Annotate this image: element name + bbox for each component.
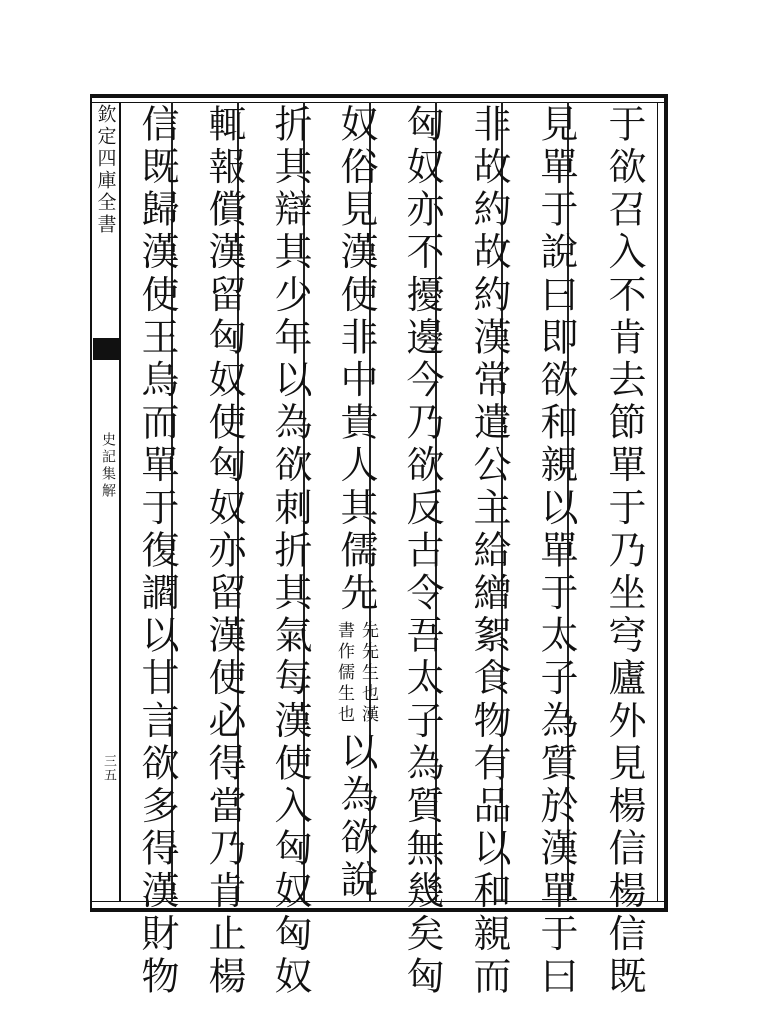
commentary-note <box>334 621 378 726</box>
column-text: 輒報償漢留匈奴使匈奴亦留漢使必得當乃肯止楊 <box>202 104 246 999</box>
commentary-note-left: 書作儒生也 <box>334 621 354 727</box>
text-column-2 <box>530 104 582 999</box>
frame-border-right <box>664 94 668 912</box>
column-text: 于欲召入不肯去節單于乃坐穹廬外見楊信楊信既 <box>602 104 646 999</box>
column-text: 非故約故約漢常遣公主給繒絮食物有品以和親而 <box>467 104 511 999</box>
column-text: 匈奴亦不擾邊今乃欲反古令吾太子為質無幾矣匈 <box>400 104 444 999</box>
text-column-6 <box>264 104 316 999</box>
column-text: 信既歸漢使王烏而單于復讇以甘言欲多得漢財物 <box>135 104 179 999</box>
text-column-7 <box>198 104 250 999</box>
column-text: 折其辯其少年以為欲刺折其氣每漢使入匈奴匈奴 <box>268 104 312 999</box>
frame-border-top-inner <box>90 102 668 103</box>
text-column-3 <box>463 104 515 999</box>
text-column-1 <box>598 104 650 999</box>
margin-black-block <box>93 338 119 360</box>
text-column-4 <box>396 104 448 999</box>
commentary-note-right: 先先生也漢 <box>358 621 378 727</box>
column-text-continued: 以為欲說 <box>334 732 378 903</box>
text-column-5 <box>330 104 382 903</box>
frame-border-top <box>90 94 668 98</box>
margin-header: 欽定四庫全書 <box>94 104 117 236</box>
column-text: 奴俗見漢使非中貴人其儒先 <box>334 104 378 616</box>
text-column-8 <box>131 104 183 999</box>
column-text: 見單于說曰即欲和親以單于太子為質於漢單于曰 <box>534 104 578 999</box>
margin-page-number: 三五 <box>101 754 116 782</box>
frame-border-right-inner <box>657 102 658 902</box>
margin-book-title: 史記集解 <box>100 432 116 500</box>
